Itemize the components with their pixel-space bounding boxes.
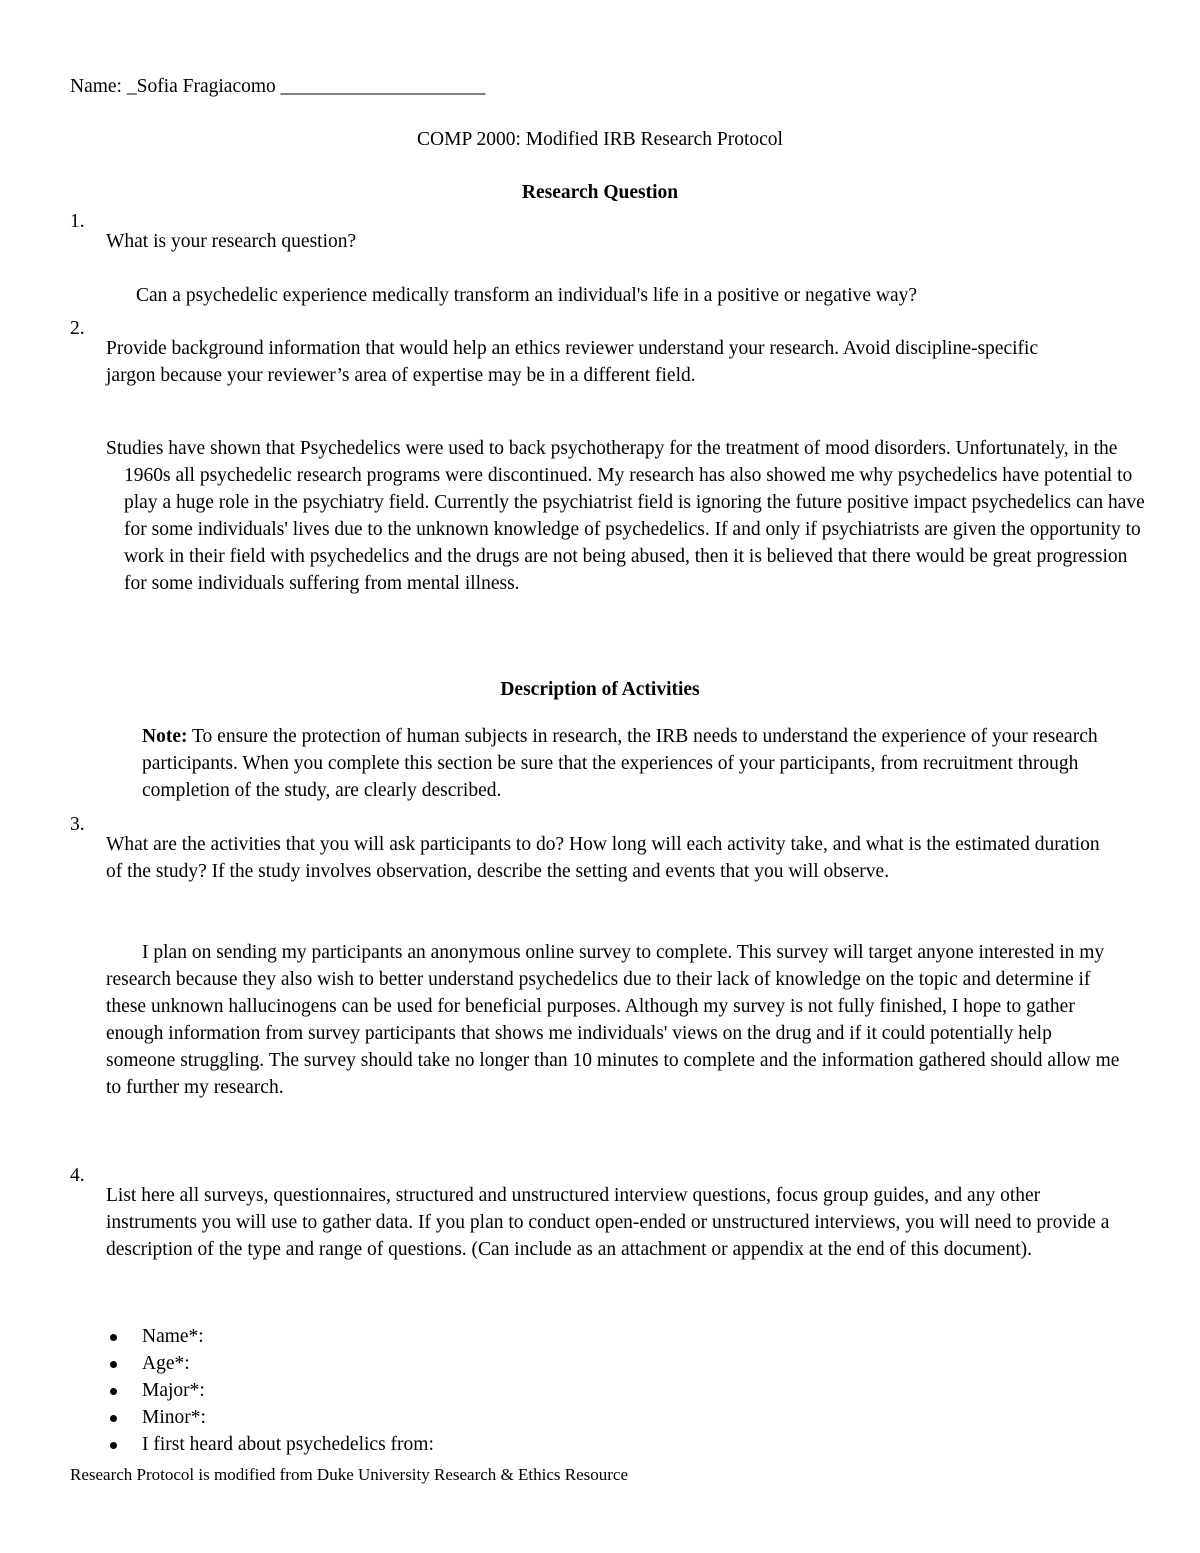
bullet-icon: [110, 1415, 117, 1422]
activities-heading: Description of Activities: [500, 679, 700, 700]
bullet-icon: [110, 1334, 117, 1341]
activities-note: [142, 723, 1136, 804]
question-3-answer: I plan on sending my participants an anonymous online survey to complete. This survey will target anyone interested in my research because they also wish to better understand psychedelics due to their lack of knowledge on the topic and determine if these unknown hallucinogens can be used for beneficial purposes. Although my survey is not fully finished, I hope to gather enough information from survey participants that shows me individuals' views on the drug and if it could potentially help someone struggling. The survey should take no longer than 10 minutes to complete and the information gathered should allow me to further my research.: [106, 941, 1120, 1098]
list-item: Age*:: [106, 1350, 434, 1377]
bullet-icon: [110, 1388, 117, 1395]
question-2-text: Provide background information that would help an ethics reviewer understand your research. Avoid discipline-specific jargon because your reviewer’s area of expertise may be in a different field.: [106, 337, 1039, 386]
bullet-icon: [110, 1361, 117, 1368]
footer-note: Research Protocol is modified from Duke University Research & Ethics Resource: [70, 1465, 629, 1484]
list-item: Name*:: [106, 1323, 434, 1350]
question-1-number: 1.: [70, 211, 85, 232]
question-3-number: 3.: [70, 814, 85, 835]
question-4-number: 4.: [70, 1165, 85, 1186]
list-item: Minor*:: [106, 1404, 434, 1431]
question-2-number: 2.: [70, 318, 85, 339]
survey-fields-list: [106, 1323, 434, 1458]
question-1-text: What is your research question?: [106, 230, 357, 252]
note-text: To ensure the protection of human subjects in research, the IRB needs to understand the experience of your research participants. When you complete this section be sure that the experiences of your participants, from recruitment through completion of the study, are clearly described.: [142, 725, 1098, 801]
question-1-answer: Can a psychedelic experience medically transform an individual's life in a positive or negative way?: [136, 284, 918, 306]
bullet-icon: [110, 1442, 117, 1449]
list-item: Major*:: [106, 1377, 434, 1404]
course-title: COMP 2000: Modified IRB Research Protocol: [417, 129, 783, 150]
research-question-heading: Research Question: [521, 182, 679, 203]
question-3-text: What are the activities that you will ask participants to do? How long will each activity take, and what is the estimated duration of the study? If the study involves observation, describe the setting and events that you will observe.: [106, 833, 1100, 882]
name-line: Name: _Sofia Fragiacomo _____________________: [70, 76, 486, 97]
question-2-answer: Studies have shown that Psychedelics were used to back psychotherapy for the treatment of mood disorders. Unfortunately, in the 1960s all psychedelic research programs were discontinued. My research has also showed me why psychedelics have potential to play a huge role in the psychiatry field. Currently the psychiatrist field is ignoring the future positive impact psychedelics can have for some individuals' lives due to the unknown knowledge of psychedelics. If and only if psychiatrists are given the opportunity to work in their field with psychedelics and the drugs are not being abused, then it is believed that there would be great progression for some individuals suffering from mental illness.: [106, 437, 1145, 594]
list-item: I first heard about psychedelics from:: [106, 1431, 434, 1458]
question-4-text: List here all surveys, questionnaires, structured and unstructured interview questions, focus group guides, and any other instruments you will use to gather data. If you plan to conduct open-ended or unstructured interviews, you will need to provide a description of the type and range of questions. (Can include as an attachment or appendix at the end of this document).: [106, 1184, 1110, 1260]
note-label: Note:: [142, 725, 188, 747]
